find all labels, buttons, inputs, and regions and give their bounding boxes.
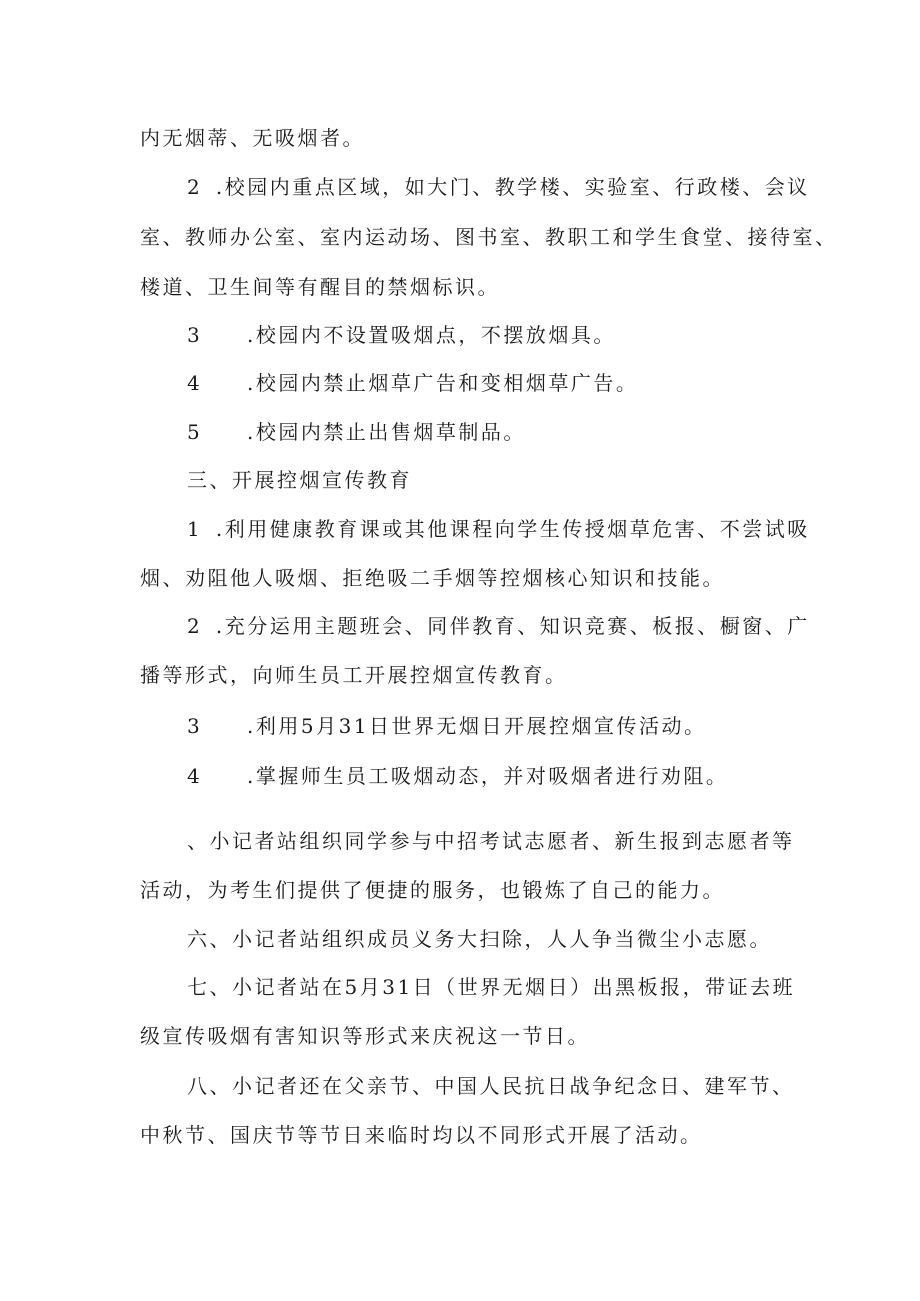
paragraph-line: 级宣传吸烟有害知识等形式来庆祝这一节日。 (140, 1024, 590, 1048)
paragraph-line: 活动，为考生们提供了便捷的服务，也锻炼了自己的能力。 (140, 878, 725, 902)
list-dot: . (247, 714, 256, 738)
paragraph-line: 七、小记者站在5月31日（世界无烟日）出黑板报，带证去班 (187, 975, 796, 999)
list-number: 3 (187, 323, 203, 347)
paragraph-line: 内无烟蒂、无吸烟者。 (140, 126, 365, 150)
paragraph-line: 楼道、卫生间等有醒目的禁烟标识。 (140, 275, 500, 299)
list-text: 利用健康教育课或其他课程向学生传授烟草危害、不尝试吸 (224, 517, 810, 541)
paragraph-line: 室、教师办公室、室内运动场、图书室、教职工和学生食堂、接待室、 (140, 225, 838, 249)
list-number: 1 (187, 517, 203, 541)
list-text: 充分运用主题班会、同伴教育、知识竞赛、板报、橱窗、广 (224, 614, 810, 638)
list-text: 利用5月31日世界无烟日开展控烟宣传活动。 (255, 714, 707, 738)
paragraph-line: 中秋节、国庆节等节日来临时均以不同形式开展了活动。 (140, 1123, 703, 1147)
list-dot: . (215, 614, 225, 638)
list-text: 校园内禁止出售烟草制品。 (255, 420, 526, 444)
list-number: 4 (187, 764, 203, 788)
list-text: 校园内禁止烟草广告和变相烟草广告。 (255, 371, 639, 395)
list-item-5 (187, 418, 837, 446)
list-dot: . (215, 175, 225, 199)
list-item-1-line-1 (187, 515, 837, 543)
list-number: 3 (187, 714, 203, 738)
list-number: 2 (187, 614, 203, 638)
list-text: 校园内重点区域，如大门、教学楼、实验室、行政楼、会议 (224, 175, 810, 199)
list-text: 校园内不设置吸烟点，不摆放烟具。 (255, 323, 616, 347)
list-number: 4 (187, 371, 203, 395)
list-item-4 (187, 762, 837, 790)
list-number: 2 (187, 175, 203, 199)
paragraph-line: 八、小记者还在父亲节、中国人民抗日战争纪念日、建军节、 (187, 1074, 795, 1098)
list-item-2-line-1 (187, 612, 837, 640)
list-dot: . (247, 371, 256, 395)
list-number: 5 (187, 420, 203, 444)
section-heading: 三、开展控烟宣传教育 (187, 468, 412, 492)
paragraph-line: 播等形式，向师生员工开展控烟宣传教育。 (140, 663, 568, 687)
list-dot: . (247, 420, 256, 444)
list-item-2-line-1 (187, 173, 837, 201)
paragraph-line: 六、小记者站组织成员义务大扫除，人人争当微尘小志愿。 (187, 927, 772, 951)
list-text: 掌握师生员工吸烟动态，并对吸烟者进行劝阻。 (255, 764, 729, 788)
list-item-3 (187, 712, 837, 740)
list-dot: . (247, 764, 256, 788)
list-dot: . (215, 517, 225, 541)
list-dot: . (247, 323, 256, 347)
list-item-4 (187, 369, 837, 397)
paragraph-line: 、小记者站组织同学参与中招考试志愿者、新生报到志愿者等 (187, 829, 795, 853)
paragraph-line: 烟、劝阻他人吸烟、拒绝吸二手烟等控烟核心知识和技能。 (140, 566, 725, 590)
list-item-3 (187, 321, 837, 349)
